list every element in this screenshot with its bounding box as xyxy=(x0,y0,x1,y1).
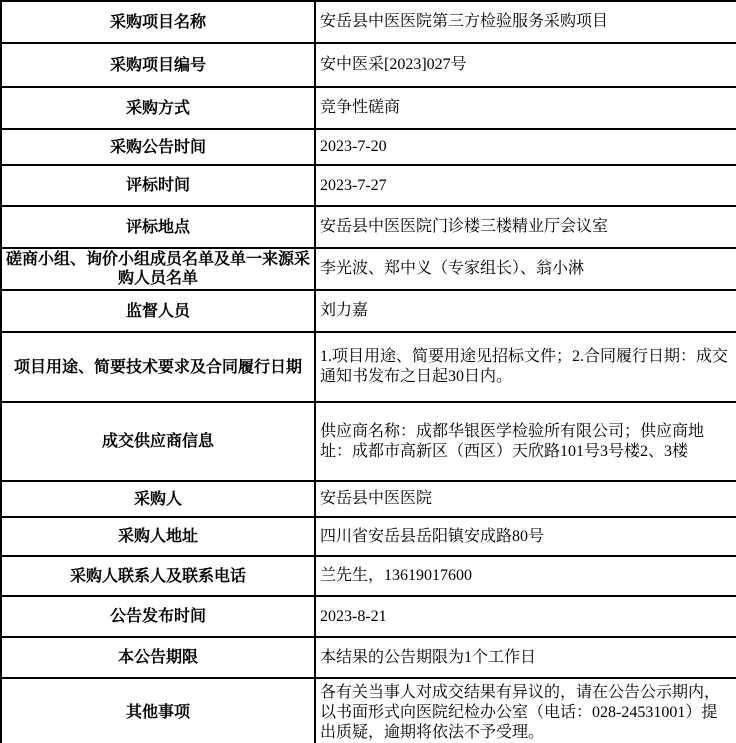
value-evaluation-time: 2023-7-27 xyxy=(315,165,736,206)
table-row xyxy=(1,678,736,743)
value-purchaser-address: 四川省安岳县岳阳镇安成路80号 xyxy=(315,517,736,556)
value-announcement-time: 2023-7-20 xyxy=(315,129,736,165)
value-purchaser-contact: 兰先生，13619017600 xyxy=(315,556,736,596)
label-purchaser-contact: 采购人联系人及联系电话 xyxy=(1,556,315,596)
value-announcement-period: 本结果的公告期限为1个工作日 xyxy=(315,637,736,678)
label-panel-member-list: 磋商小组、询价小组成员名单及单一来源采购人员名单 xyxy=(1,248,315,290)
table-row xyxy=(1,556,736,596)
label-supervisor: 监督人员 xyxy=(1,290,315,332)
table-row xyxy=(1,332,736,402)
value-project-name: 安岳县中医医院第三方检验服务采购项目 xyxy=(315,1,736,43)
label-evaluation-location: 评标地点 xyxy=(1,206,315,248)
label-procurement-method: 采购方式 xyxy=(1,87,315,129)
label-other-matters: 其他事项 xyxy=(1,678,315,743)
label-purchaser: 采购人 xyxy=(1,481,315,517)
table-row xyxy=(1,290,736,332)
table-row xyxy=(1,129,736,165)
table-row xyxy=(1,165,736,206)
value-panel-member-list: 李光波、郑中义（专家组长）、翁小淋 xyxy=(315,248,736,290)
value-procurement-method: 竞争性磋商 xyxy=(315,87,736,129)
value-project-number: 安中医采[2023]027号 xyxy=(315,43,736,87)
label-announcement-time: 采购公告时间 xyxy=(1,129,315,165)
table-row xyxy=(1,402,736,481)
label-project-purpose: 项目用途、简要技术要求及合同履行日期 xyxy=(1,332,315,402)
value-winning-supplier-info: 供应商名称：成都华银医学检验所有限公司；供应商地址：成都市高新区（西区）天欣路101号3号楼2、3楼 xyxy=(315,402,736,481)
value-publish-time: 2023-8-21 xyxy=(315,596,736,637)
table-row xyxy=(1,481,736,517)
value-purchaser: 安岳县中医医院 xyxy=(315,481,736,517)
table-row xyxy=(1,87,736,129)
table-row xyxy=(1,43,736,87)
table-row xyxy=(1,248,736,290)
label-winning-supplier-info: 成交供应商信息 xyxy=(1,402,315,481)
label-project-number: 采购项目编号 xyxy=(1,43,315,87)
label-announcement-period: 本公告期限 xyxy=(1,637,315,678)
value-supervisor: 刘力嘉 xyxy=(315,290,736,332)
label-project-name: 采购项目名称 xyxy=(1,1,315,43)
table-row xyxy=(1,1,736,43)
value-project-purpose: 1.项目用途、简要用途见招标文件；2.合同履行日期：成交通知书发布之日起30日内。 xyxy=(315,332,736,402)
table-row xyxy=(1,206,736,248)
value-evaluation-location: 安岳县中医医院门诊楼三楼精业厅会议室 xyxy=(315,206,736,248)
label-evaluation-time: 评标时间 xyxy=(1,165,315,206)
label-publish-time: 公告发布时间 xyxy=(1,596,315,637)
label-purchaser-address: 采购人地址 xyxy=(1,517,315,556)
value-other-matters: 各有关当事人对成交结果有异议的，请在公告公示期内，以书面形式向医院纪检办公室（电话：028-24531001）提出质疑，逾期将依法不予受理。 xyxy=(315,678,736,743)
table-row xyxy=(1,637,736,678)
table-row xyxy=(1,517,736,556)
table-row xyxy=(1,596,736,637)
